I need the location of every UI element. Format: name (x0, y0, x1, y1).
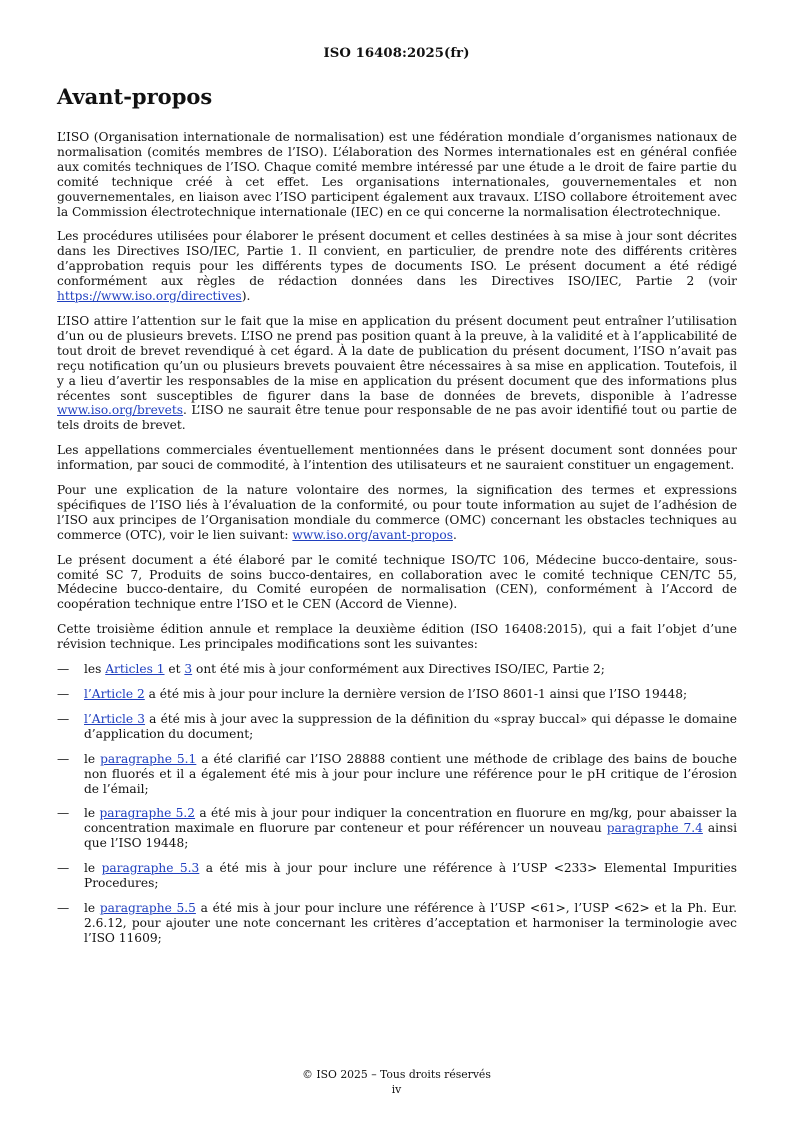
paragraph-5-2-link[interactable]: paragraphe 5.2 (99, 806, 196, 821)
section-title: Avant-propos (57, 84, 213, 109)
list-text: ainsi que l’ISO 19448; (84, 821, 737, 851)
list-dash: — (57, 861, 70, 876)
paragraph-7-4-link[interactable]: paragraphe 7.4 (606, 821, 703, 836)
list-text: a été mis à jour pour inclure une référence à l’USP <61>, l’USP <62> et la Ph. Eur. 2.6.12, pour ajouter une note concernant les critères d’acceptation et harmoniser la terminologie avec l’ISO 11609; (84, 900, 737, 945)
page-footer (0, 1067, 793, 1097)
paragraph-text: . (452, 527, 457, 542)
article-3-short-link[interactable]: 3 (184, 662, 193, 677)
list-dash: — (57, 662, 70, 677)
list-text: a été mis à jour pour indiquer la concentration en fluorure en mg/kg, pour abaisser la concentration maximale en fluorure par conteneur et pour référencer un nouveau (84, 806, 737, 836)
list-item (57, 687, 737, 702)
list-text: les (84, 662, 106, 677)
paragraph-text: . L’ISO ne saurait être tenue pour responsable de ne pas avoir identifié tout ou partie de tels droits de brevet. (57, 403, 737, 433)
list-dash: — (57, 900, 70, 915)
list-text: ont été mis à jour conformément aux Directives ISO/IEC, Partie 2; (192, 662, 605, 677)
patents-link[interactable]: www.iso.org/brevets (57, 403, 184, 418)
list-dash: — (57, 687, 70, 701)
list-text: et (164, 662, 185, 677)
list-item (57, 662, 737, 677)
list-dash: — (57, 751, 70, 766)
paragraph-iso-intro: L’ISO (Organisation internationale de normalisation) est une fédération mondiale d’organismes nationaux de normalisation (comités membres de l’ISO). L’élaboration des Normes internationales est en général confiée aux comités techniques de l’ISO. Chaque comité membre intéressé par une étude a le droit de faire partie du comité technique créé à cet effet. Les organisations internationales, gouvernementales et non gouvernementales, en liaison avec l’ISO participent également aux travaux. L’ISO collabore étroitement avec la Commission électrotechnique internationale (IEC) en ce qui concerne la normalisation électrotechnique. (57, 130, 737, 219)
paragraph-text: Pour une explication de la nature volontaire des normes, la signification des termes et expressions spécifiques de l’ISO liés à l’évaluation de la conformité, ou pour toute information au sujet de l’adhésion de l’ISO aux principes de l’Organisation mondiale du commerce (OMC) concernant les obstacles techniques au commerce (OTC), voir le lien suivant: (57, 483, 737, 542)
paragraph-trade-names: Les appellations commerciales éventuellement mentionnées dans le présent document sont données pour information, par souci de commodité, à l’intention des utilisateurs et ne sauraient constituer un engagement. (57, 443, 737, 473)
copyright-notice: © ISO 2025 – Tous droits réservés (302, 1068, 491, 1081)
list-text: le (84, 861, 102, 876)
list-item (57, 861, 737, 891)
paragraph-5-1-link[interactable]: paragraphe 5.1 (100, 751, 197, 766)
paragraph-text: ). (241, 289, 251, 304)
paragraph-5-3-link[interactable]: paragraphe 5.3 (101, 861, 200, 876)
article-3-link[interactable]: l’Article 3 (84, 711, 146, 726)
paragraph-committee: Le présent document a été élaboré par le comité technique ISO/TC 106, Médecine bucco-dentaire, sous-comité SC 7, Produits de soins bucco-dentaires, en collaboration avec le comité technique CEN/TC 55, Médecine bucco-dentaire, du Comité européen de normalisation (CEN), conformément à l’Accord de coopération technique entre l’ISO et le CEN (Accord de Vienne). (57, 552, 737, 612)
list-dash: — (57, 711, 70, 726)
list-item (57, 752, 737, 797)
list-item (57, 901, 737, 946)
list-text: le (84, 806, 100, 821)
paragraph-voluntary-nature (57, 483, 737, 543)
list-item (57, 806, 737, 851)
list-text: a été mis à jour pour inclure une référence à l’USP <233> Elemental Impurities Procedures; (84, 861, 737, 891)
article-2-link[interactable]: l’Article 2 (84, 687, 145, 701)
paragraph-text: Les procédures utilisées pour élaborer le présent document et celles destinées à sa mise à jour sont décrites dans les Directives ISO/IEC, Partie 1. Il convient, en particulier, de prendre note des différents critères d’approbation requis pour les différents types de documents ISO. Le présent document a été rédigé conformément aux règles de rédaction données dans les Directives ISO/IEC, Partie 2 (voir (57, 229, 737, 289)
page-number: iv (391, 1083, 402, 1096)
articles-1-link[interactable]: Articles 1 (105, 662, 165, 677)
paragraph-text: L’ISO attire l’attention sur le fait que la mise en application du présent document peut entraîner l’utilisation d’un ou de plusieurs brevets. L’ISO ne prend pas position quant à la preuve, à la validité et à l’applicabilité de tout droit de brevet revendiqué à cet égard. À la date de publication du présent document, l’ISO n’avait pas reçu notification qu’un ou plusieurs brevets pouvaient être nécessaires à sa mise en application. Toutefois, il y a lieu d’avertir les responsables de la mise en application du présent document que des informations plus récentes sont susceptibles de figurer dans la base de données de brevets, disponible à l’adresse (57, 313, 737, 403)
paragraph-5-5-link[interactable]: paragraphe 5.5 (99, 900, 196, 915)
paragraph-patents (57, 314, 737, 433)
foreword-body (57, 130, 737, 956)
list-dash: — (57, 806, 70, 821)
list-text: le (84, 900, 100, 915)
paragraph-procedures (57, 229, 737, 304)
foreword-link[interactable]: www.iso.org/avant-propos (292, 527, 453, 542)
list-text: a été mis à jour avec la suppression de la définition du «spray buccal» qui dépasse le domaine d’application du document; (84, 711, 738, 741)
directives-link[interactable]: https://www.iso.org/directives (57, 289, 242, 304)
list-text: a été mis à jour pour inclure la dernière version de l’ISO 8601-1 ainsi que l’ISO 19448; (144, 687, 688, 701)
list-text: a été clarifié car l’ISO 28888 contient une méthode de criblage des bains de bouche non fluorés et il a également été mis à jour pour inclure une référence pour le pH critique de l’érosion de l’émail; (84, 751, 737, 796)
paragraph-edition: Cette troisième édition annule et remplace la deuxième édition (ISO 16408:2015), qui a fait l’objet d’une révision technique. Les principales modifications sont les suivantes: (57, 622, 737, 652)
list-item (57, 712, 737, 742)
document-id-header: ISO 16408:2025(fr) (323, 46, 470, 61)
list-text: le (84, 751, 101, 766)
